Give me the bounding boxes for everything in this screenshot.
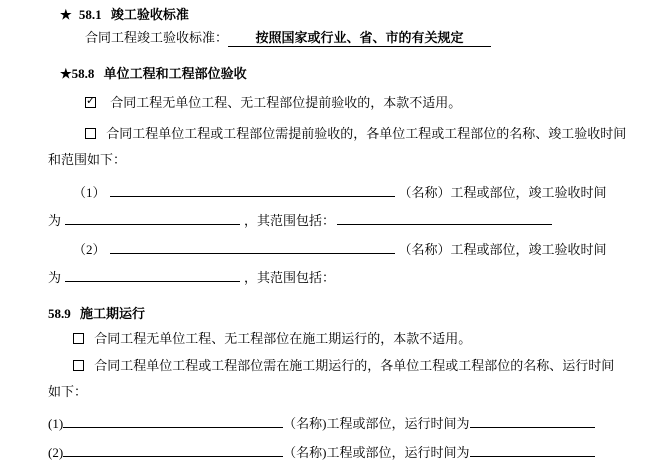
item-cont-prefix: 为 (48, 213, 62, 228)
item-name-field[interactable] (63, 413, 283, 428)
item-time-field[interactable] (470, 413, 595, 428)
item-mid-text: （名称)工程或部位，运行时间为 (283, 445, 470, 460)
option-label: 合同工程无单位工程、无工程部位在施工期运行的，本款不适用。 (94, 331, 472, 346)
standard-value-field[interactable]: 按照国家或行业、省、市的有关规定 (228, 30, 491, 47)
option-58-9-b[interactable] (73, 358, 614, 374)
option-58-9-a[interactable] (73, 331, 471, 347)
option-58-8-b[interactable] (85, 126, 626, 142)
section-number: 58.9 (48, 306, 71, 321)
item-cont-prefix: 为 (48, 270, 62, 285)
section-58-1-body (85, 30, 491, 47)
item-scope-field[interactable] (337, 210, 552, 225)
option-58-8-b-line2 (48, 152, 126, 168)
option-58-9-b-line2 (48, 384, 87, 400)
section-58-8-heading (60, 66, 247, 82)
item-58-8-2-cont (48, 267, 335, 286)
item-cont-mid: ，其范围包括： (244, 213, 336, 228)
option-label: 合同工程单位工程或工程部位需提前验收的，各单位工程或工程部位的名称、竣工验收时间 (106, 126, 627, 141)
item-name-field[interactable] (63, 442, 283, 457)
star-marker: ★ (60, 66, 72, 81)
checkbox-icon[interactable] (73, 360, 84, 371)
option-58-8-a[interactable] (85, 95, 461, 111)
section-number: 58.8 (71, 66, 95, 81)
item-label: (2) (48, 445, 64, 460)
section-title: 施工期运行 (80, 306, 146, 321)
section-58-9-heading (48, 306, 145, 322)
option-label: 合同工程无单位工程、无工程部位提前验收的，本款不适用。 (110, 95, 462, 110)
item-name-field[interactable] (110, 239, 395, 254)
item-label: (1) (48, 416, 64, 431)
star-marker: ★ (60, 7, 72, 22)
option-label-cont: 和范围如下： (48, 152, 127, 167)
section-title: 竣工验收标准 (110, 7, 189, 22)
item-58-8-1 (73, 182, 607, 201)
option-label: 合同工程单位工程或工程部位需在施工期运行的，各单位工程或工程部位的名称、运行时间 (94, 358, 615, 373)
standard-label: 合同工程竣工验收标准： (85, 30, 229, 45)
checkbox-icon[interactable] (73, 333, 84, 344)
item-58-8-2 (73, 239, 607, 258)
item-label: （2） (73, 242, 106, 257)
item-cont-mid: ，其范围包括： (244, 270, 336, 285)
section-title: 单位工程和工程部位验收 (103, 66, 247, 81)
item-time-field[interactable] (65, 267, 240, 282)
item-time-field[interactable] (65, 210, 240, 225)
item-mid-text: （名称)工程或部位，运行时间为 (283, 416, 470, 431)
checkbox-icon[interactable] (85, 97, 96, 108)
item-58-9-2 (48, 442, 595, 461)
checkbox-icon[interactable] (85, 128, 96, 139)
item-name-field[interactable] (110, 182, 395, 197)
item-58-9-1 (48, 413, 595, 432)
item-mid-text: （名称）工程或部位，竣工验收时间 (398, 242, 607, 257)
item-label: （1） (73, 185, 106, 200)
option-label-cont: 如下： (48, 384, 88, 399)
item-time-field[interactable] (470, 442, 595, 457)
section-58-1-heading (60, 7, 189, 23)
item-mid-text: （名称）工程或部位，竣工验收时间 (398, 185, 607, 200)
section-number: 58.1 (78, 7, 102, 22)
item-58-8-1-cont (48, 210, 554, 229)
